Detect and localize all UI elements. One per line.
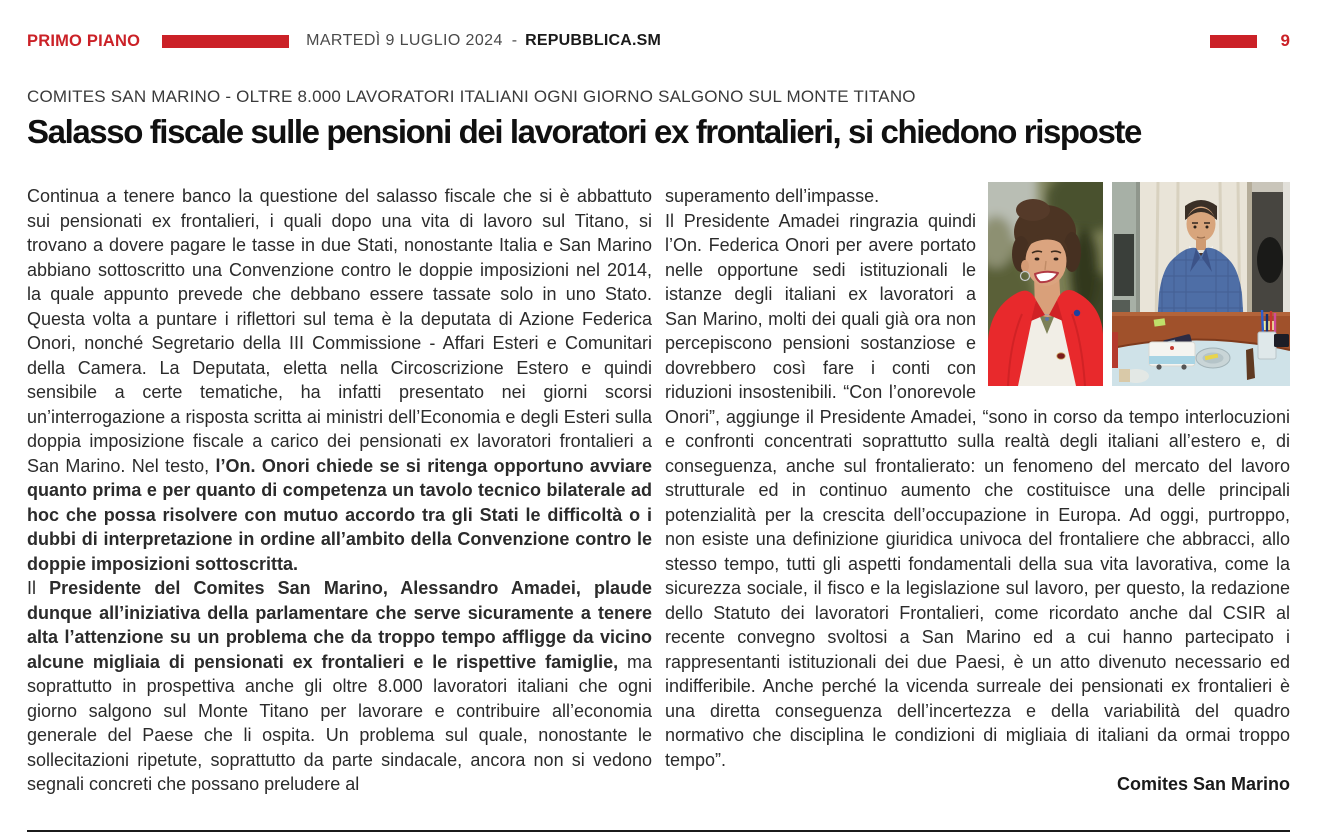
article-signature: Comites San Marino (1116, 774, 1290, 794)
photo-block (988, 182, 1290, 386)
white-box (1149, 342, 1195, 370)
bottom-rule (27, 830, 1290, 832)
article-body (27, 184, 1290, 797)
page-header (27, 31, 1290, 51)
small-calculator (1274, 334, 1289, 347)
issue-date: MARTEDÌ 9 LUGLIO 2024 (306, 32, 503, 49)
date-brand-separator: - (511, 32, 518, 49)
glass-ashtray (1196, 348, 1230, 368)
article-headline: Salasso fiscale sulle pensioni dei lavoratori ex frontalieri, si chiedono risposte (27, 113, 1141, 150)
right-column-text: superamento dell’impasse. Il Presidente Amadei ringrazia quindi l’On. Federica Onori per avere portato nelle opportune sedi istituzionali le istanze degli italiani ex lavoratori a San Marino, molti dei quali già ora non percepiscono pensioni sostanziose e dovrebbero così fare i conti con riduzioni insostenibili. “Con l’onorevole Onori”, aggiunge il Presidente Amadei, “sono in corso da tempo interlocuzioni e confronti concentrati soprattutto sulla realtà degli italiani all’estero e, di conseguenza, anche sul frontalierato: un fenomeno del mercato del lavoro strutturale ed in continuo aumento che costituisce una delle principali potenzialità per la crescita dell’occupazione in Europa. Ad oggi, purtroppo, non esiste una definizione giuridica univoca del frontaliere che abbracci, allo stesso tempo, tutti gli aspetti fondamentali della sua vita lavorativa, come la sicurezza sociale, il fisco e la legislazione sul lavoro, per questo, la redazione dello Statuto dei lavoratori Frontalieri, come ricordato anche dal CSIR al recente convegno svoltosi a San Marino ed a cui hanno partecipato i rappresentanti istituzionali dei due Paesi, è un atto divenuto necessario ed indifferibile. Anche perché la vicenda surreale dei pensionati ex frontalieri è una diretta conseguenza dell’incertezza e della variabilità del quadro normativo che disciplina le condizioni di migliaia di italiani da ormai troppo tempo”. (665, 186, 1290, 770)
brooch (1057, 353, 1065, 359)
section-label: PRIMO PIANO (27, 31, 141, 50)
header-red-bar (162, 35, 289, 48)
page-number-red-bar (1210, 35, 1257, 48)
photo-woman-red-blazer (988, 182, 1103, 386)
article-kicker: COMITES SAN MARINO - OLTRE 8.000 LAVORATORI ITALIANI OGNI GIORNO SALGONO SUL MONTE TITANO (27, 87, 916, 106)
brand-name: REPUBBLICA.SM (525, 32, 662, 49)
photo-man-at-desk (1112, 182, 1290, 386)
eu-pin (1074, 310, 1080, 316)
page-number: 9 (1280, 31, 1290, 50)
office-chair (1257, 237, 1283, 283)
left-column-text: Continua a tenere banco la questione del salasso fiscale che si è abbattuto sui pensionati ex frontalieri, i quali dopo una vita di lavoro sul Titano, si trovano a dovere pagare le tasse in due Stati, nonostante Italia e San Marino abbiano sottoscritto una Convenzione contro le doppie imposizioni nel 2014, la quale appunto prevede che debbano essere tassate solo in uno Stato. Questa volta a puntare i riflettori sul tema è la deputata di Azione Federica Onori, nonché Segretario della III Commissione - Affari Esteri e Comunitari della Camera. La Deputata, eletta nella Circoscrizione Estero e quindi sensibile a certe tematiche, ha infatti presentato nei giorni scorsi un’interrogazione a risposta scritta ai ministri dell’Economia e degli Esteri sulla doppia imposizione fiscale a carico dei pensionati ex lavoratori frontalieri a San Marino. Nel testo, l’On. Onori chiede se si ritenga opportuno avviare quanto prima e per quanto di competenza un tavolo tecnico bilaterale ad hoc che possa risolvere con mutuo accordo tra gli Stati le difficoltà o i dubbi di interpretazione in ordine all’ambito della Convenzione contro le doppie imposizioni sottoscritta. Il Presidente del Comites San Marino, Alessandro Amadei, plaude dunque all’iniziativa della parlamentare che serve sicuramente a tenere alta l’attenzione su un problema che da troppo tempo affligge da vicino alcune migliaia di pensionati ex frontalieri e le rispettive famiglie, ma soprattutto in prospettiva anche gli oltre 8.000 lavoratori italiani che ogni giorno salgono sul Monte Titano per lavorare e contribuire all’economia generale del Paese che li ospita. Un problema sul quale, nonostante le sollecitazioni ripetute, soprattutto da parte sindacale, ancora non si vedono segnali concreti che possano preludere al (27, 186, 652, 794)
right-column (665, 184, 1290, 797)
